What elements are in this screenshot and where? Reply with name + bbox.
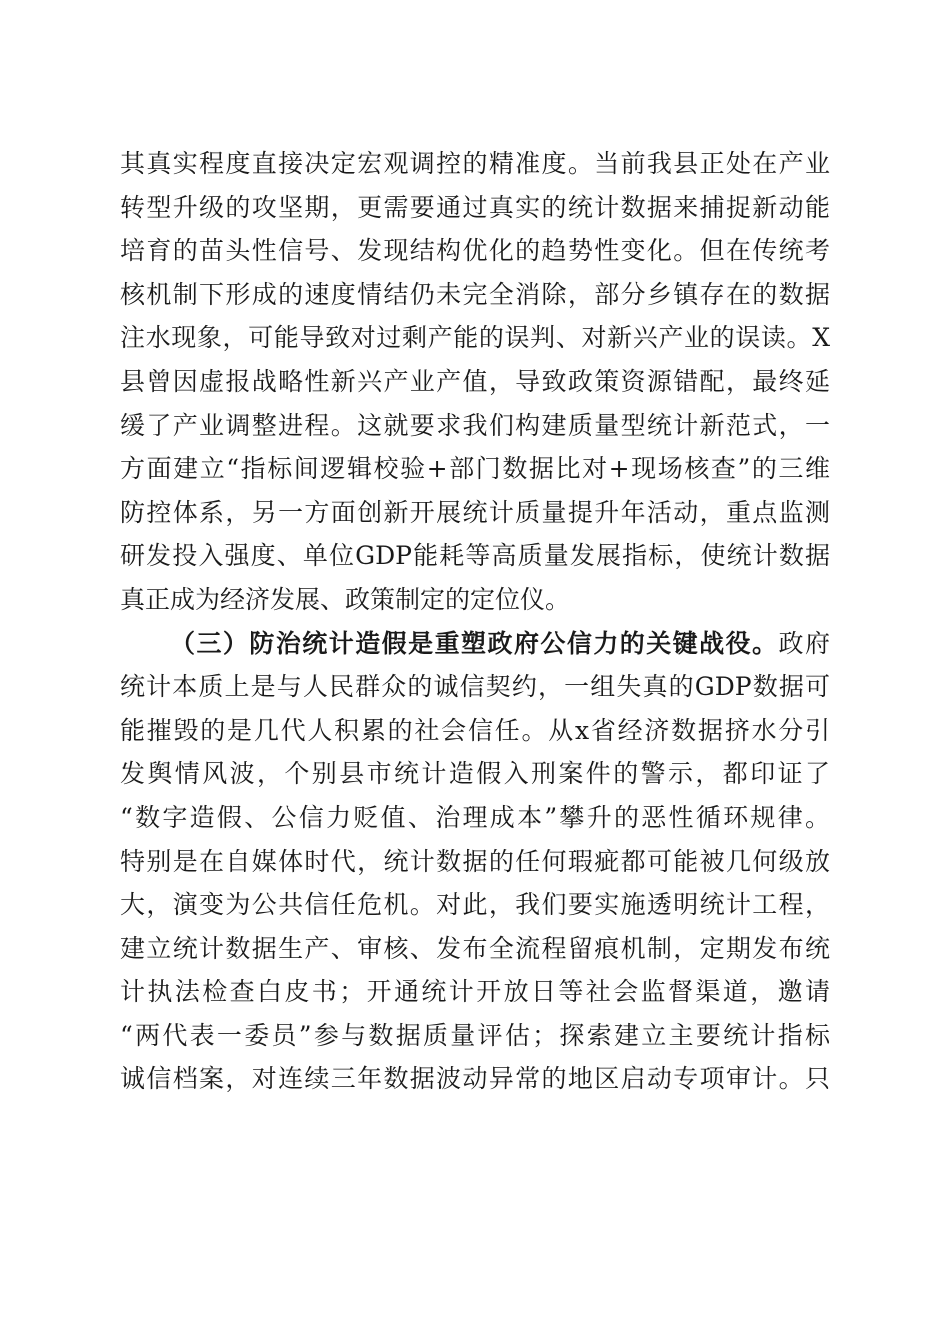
text-line: 培育的苗头性信号、发现结构优化的趋势性变化。但在传统考	[120, 236, 830, 266]
text-line: 发舆情风波，个别县市统计造假入刑案件的警示，都印证了	[120, 759, 830, 789]
text-line: 防控体系，另一方面创新开展统计质量提升年活动，重点监测	[120, 497, 830, 527]
text-line: 建立统计数据生产、审核、发布全流程留痕机制，定期发布统	[120, 933, 830, 963]
text-line: “数字造假、公信力贬值、治理成本”攀升的恶性循环规律。	[120, 802, 830, 832]
text-line: 能摧毁的是几代人积累的社会信任。从x省经济数据挤水分引	[120, 715, 830, 745]
text-line: 计执法检查白皮书；开通统计开放日等社会监督渠道，邀请	[120, 977, 830, 1007]
section-heading-line	[120, 622, 830, 666]
section-heading: （三）防治统计造假是重塑政府公信力的关键战役。	[170, 628, 779, 658]
text-line: 研发投入强度、单位GDP能耗等高质量发展指标，使统计数据	[120, 541, 830, 571]
paragraph-government-credibility	[120, 622, 830, 1102]
text-line: “两代表一委员”参与数据质量评估；探索建立主要统计指标	[120, 1020, 830, 1050]
paragraph-statistics-accuracy	[120, 142, 830, 622]
text-line: 注水现象，可能导致对过剩产能的误判、对新兴产业的误读。X	[120, 323, 830, 353]
text-line: 统计本质上是与人民群众的诚信契约，一组失真的GDP数据可	[120, 672, 830, 702]
text-line: 大，演变为公共信任危机。对此，我们要实施透明统计工程，	[120, 890, 830, 920]
text-line: 核机制下形成的速度情结仍未完全消除，部分乡镇存在的数据	[120, 279, 830, 309]
text-line: 县曾因虚报战略性新兴产业产值，导致政策资源错配，最终延	[120, 366, 830, 396]
text-line: 转型升级的攻坚期，更需要通过真实的统计数据来捕捉新动能	[120, 192, 830, 222]
text-line: 其真实程度直接决定宏观调控的精准度。当前我县正处在产业	[120, 149, 830, 178]
text-line: 诚信档案，对连续三年数据波动异常的地区启动专项审计。只	[120, 1064, 830, 1094]
text-line: 方面建立“指标间逻辑校验+部门数据比对+现场核查”的三维	[120, 454, 830, 484]
body-text	[120, 142, 830, 1101]
text-line: 特别是在自媒体时代，统计数据的任何瑕疵都可能被几何级放	[120, 846, 830, 876]
text-line: 真正成为经济发展、政策制定的定位仪。	[120, 584, 571, 614]
text-fragment: 政府	[778, 628, 830, 658]
text-line: 缓了产业调整进程。这就要求我们构建质量型统计新范式，一	[120, 410, 830, 440]
